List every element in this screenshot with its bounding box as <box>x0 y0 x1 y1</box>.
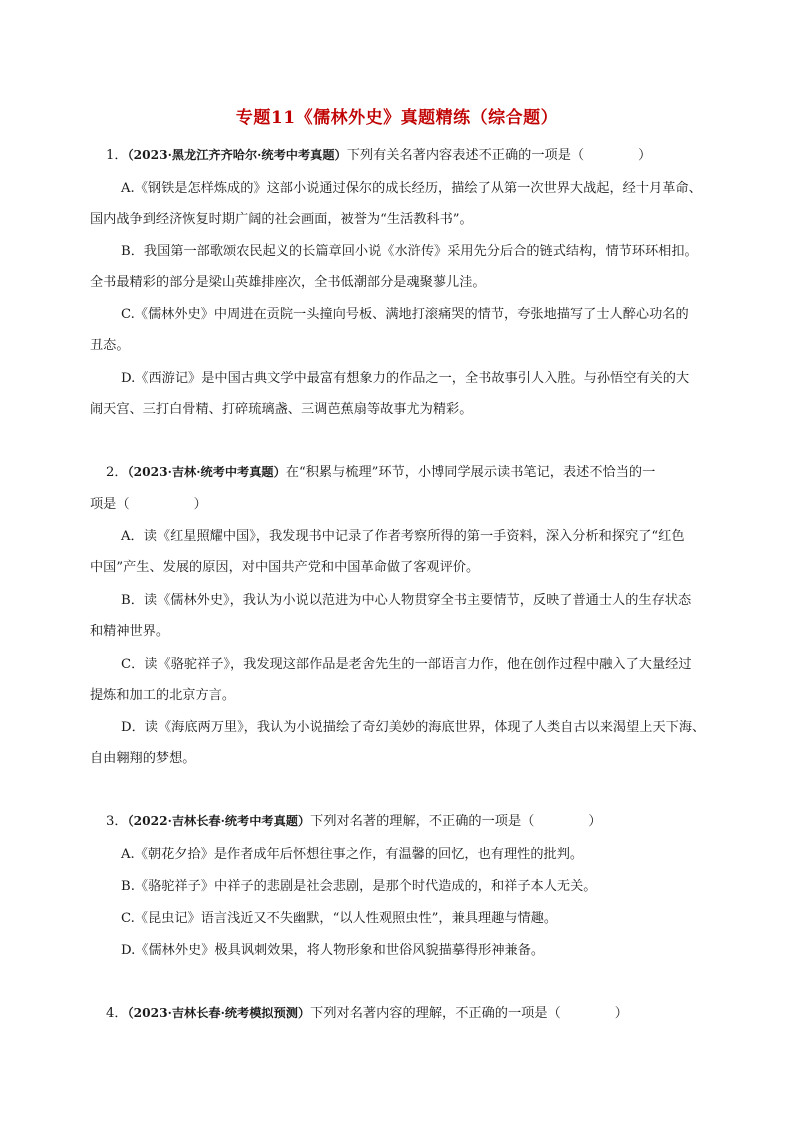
question-text: 下列有关名著内容表述不正确的一项是（ <box>346 148 585 163</box>
question-text: 项是（ <box>90 497 130 512</box>
question-text-end: ） <box>588 814 602 829</box>
option-3b: B.《骆驼祥子》中祥子的悲剧是社会悲剧，是那个时代造成的，和祥子本人无关。 <box>121 879 597 894</box>
question-2-stem-line2 <box>90 493 207 512</box>
question-number: 1． <box>106 148 128 163</box>
question-source: （2023·黑龙江齐齐哈尔·统考中考真题） <box>127 148 347 162</box>
option-2b-line1: B．读《儒林外史》，我认为小说以范进为中心人物贯穿全书主要情节，反映了普通士人的生存状态 <box>121 593 692 608</box>
page-title: 专题11《儒林外史》真题精练（综合题） <box>235 108 559 128</box>
option-1d-line1: D.《西游记》是中国古典文学中最富有想象力的作品之一，全书故事引人入胜。与孙悟空有关的大 <box>121 371 690 386</box>
question-source: （2023·吉林·统考中考真题） <box>127 465 286 479</box>
question-text-end: ） <box>638 148 652 163</box>
option-2c-line2: 提炼和加工的北京方言。 <box>90 688 236 703</box>
option-1d-line2: 闹天宫、三打白骨精、打碎琉璃盏、三调芭蕉扇等故事尤为精彩。 <box>90 402 473 417</box>
question-2-stem <box>106 461 655 480</box>
option-1c-line2: 丑态。 <box>90 338 130 353</box>
question-text-end: ） <box>614 1006 628 1021</box>
question-number: 4． <box>106 1006 128 1021</box>
option-2b-line2: 和精神世界。 <box>90 624 170 639</box>
option-1b-line2: 全书最精彩的部分是梁山英雄排座次，全书低潮部分是魂聚蓼儿洼。 <box>90 275 486 290</box>
option-3a: A.《朝花夕拾》是作者成年后怀想往事之作，有温馨的回忆，也有理性的批判。 <box>121 847 584 862</box>
option-1c-line1: C.《儒林外史》中周进在贡院一头撞向号板、满地打滚痛哭的情节，夸张地描写了士人醉心功名的 <box>121 307 689 322</box>
option-2d-line2: 自由翱翔的梦想。 <box>90 751 196 766</box>
option-1a-line2: 国内战争到经济恢复时期广阔的社会画面，被誉为“生活教科书”。 <box>90 212 473 227</box>
question-1-stem <box>106 144 651 163</box>
question-number: 2． <box>106 465 128 480</box>
question-4-stem <box>106 1002 628 1021</box>
option-2a-line1: A．读《红星照耀中国》，我发现书中记录了作者考察所得的第一手资料，深入分析和探究了“红色 <box>121 529 685 544</box>
option-3c: C.《昆虫记》语言浅近又不失幽默，“以人性观照虫性”，兼具理趣与情趣。 <box>121 911 558 926</box>
question-text: 下列对名著内容的理解，不正确的一项是（ <box>310 1006 561 1021</box>
question-text: 在“积累与梳理”环节，小博同学展示读书笔记，表述不恰当的一 <box>285 465 656 480</box>
question-source: （2023·吉林长春·统考模拟预测） <box>127 1006 311 1020</box>
option-1b-line1: B．我国第一部歌颂农民起义的长篇章回小说《水浒传》采用先分后合的链式结构，情节环环相扣。 <box>121 244 698 259</box>
question-3-stem <box>106 810 602 829</box>
question-text: 下列对名著的理解，不正确的一项是（ <box>310 814 535 829</box>
option-2d-line1: D．读《海底两万里》，我认为小说描绘了奇幻美妙的海底世界，体现了人类自古以来渴望上天下海、 <box>121 720 706 735</box>
option-2a-line2: 中国”产生、发展的原因，对中国共产党和中国革命做了客观评价。 <box>90 560 480 575</box>
option-2c-line1: C．读《骆驼祥子》，我发现这部作品是老舍先生的一部语言力作，他在创作过程中融入了大量经过 <box>121 657 692 672</box>
option-3d: D.《儒林外史》极具讽刺效果，将人物形象和世俗风貌描摹得形神兼备。 <box>121 943 545 958</box>
question-number: 3． <box>106 814 128 829</box>
question-text-end: ） <box>193 497 207 512</box>
option-1a-line1: A.《钢铁是怎样炼成的》这部小说通过保尔的成长经历，描绘了从第一次世界大战起，经十月革命、 <box>121 181 702 196</box>
question-source: （2022·吉林长春·统考中考真题） <box>127 814 311 828</box>
